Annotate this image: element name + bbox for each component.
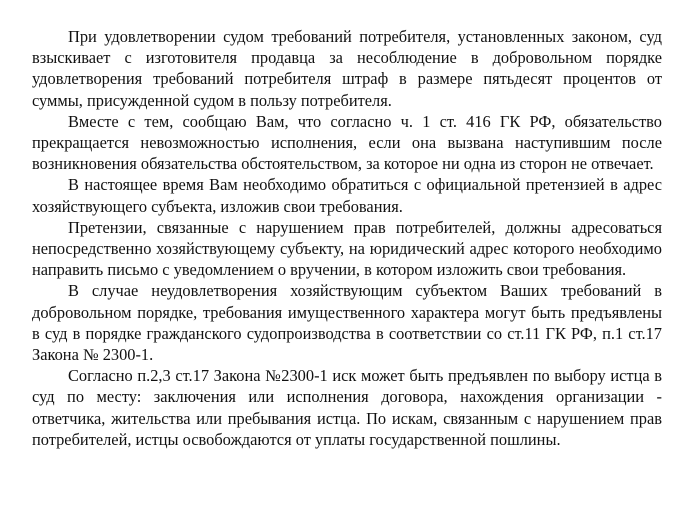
paragraph-impossibility-of-performance: Вместе с тем, сообщаю Вам, что согласно ч. 1 ст. 416 ГК РФ, обязательство прекращается невозможностью исполнения, если она вызвана наступившим после возникновения обязательства обстоятельством, за которое ни одна из сторон не отвечает. <box>32 111 662 174</box>
document-body <box>32 26 662 450</box>
paragraph-file-claim: В настоящее время Вам необходимо обратиться с официальной претензией в адрес хозяйствующего субъекта, изложив свои требования. <box>32 175 662 216</box>
paragraph-court-action: В случае неудовлетворения хозяйствующим субъектом Ваших требований в добровольном порядке, требования имущественного характера могут быть предъявлены в суд в порядке гражданского судопроизводства в соответствии со ст.11 ГК РФ, п.1 ст.17 Закона № 2300-1. <box>32 281 662 365</box>
paragraph-claim-address: Претензии, связанные с нарушением прав потребителей, должны адресоваться непосредственно хозяйствующему субъекту, на юридический адрес которого необходимо направить письмо с уведомлением о вручении, в котором изложить свои требования. <box>32 217 662 280</box>
paragraph-jurisdiction-and-fees: Согласно п.2,3 ст.17 Закона №2300-1 иск может быть предъявлен по выбору истца в суд по месту: заключения или исполнения договора, нахождения организации - ответчика, жительства или пребывания истца. По искам, связанным с нарушением прав потребителей, истцы освобождаются от уплаты государственной пошлины. <box>32 366 662 449</box>
paragraph-consumer-fine: При удовлетворении судом требований потребителя, установленных законом, суд взыскивает с изготовителя продавца за несоблюдение в добровольном порядке удовлетворения требований потребителя штраф в размере пятьдесят процентов от суммы, присужденной судом в пользу потребителя. <box>32 27 662 110</box>
